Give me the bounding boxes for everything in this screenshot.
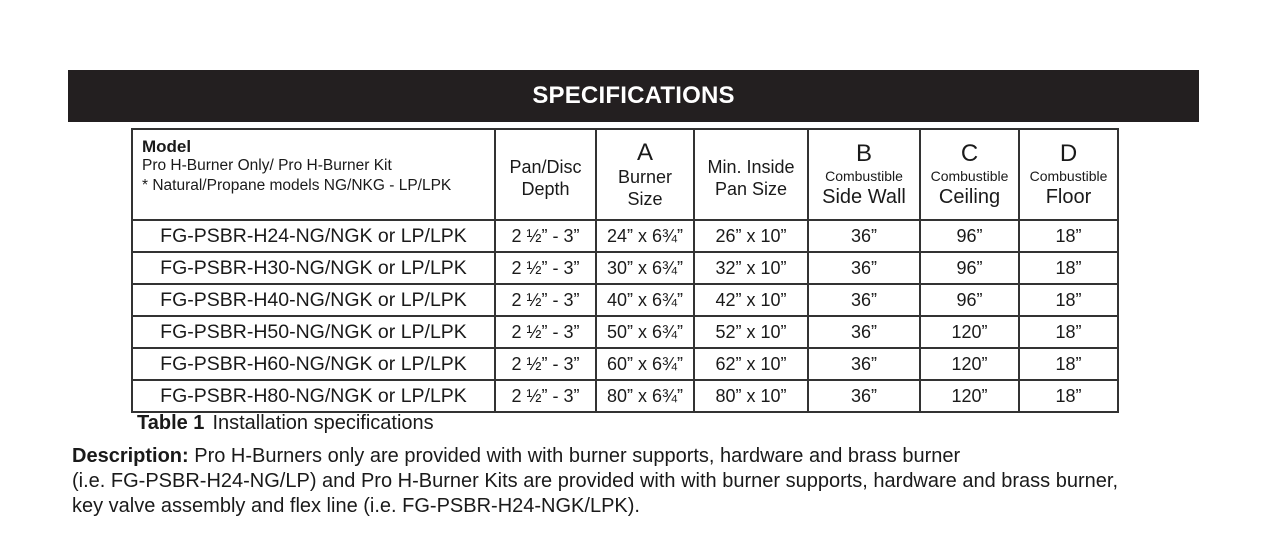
cell-ceiling: 120” xyxy=(920,380,1019,412)
cell-side-wall: 36” xyxy=(808,316,920,348)
cell-floor: 18” xyxy=(1019,316,1118,348)
description-line-1 xyxy=(72,444,1232,469)
cell-floor: 18” xyxy=(1019,348,1118,380)
table-caption xyxy=(137,412,434,435)
header-ceiling: C Combustible Ceiling xyxy=(920,129,1019,220)
cell-depth: 2 ½” - 3” xyxy=(495,252,596,284)
caption-text: Installation specifications xyxy=(212,412,434,434)
cell-model: FG-PSBR-H30-NG/NGK or LP/LPK xyxy=(132,252,495,284)
cell-pan-size: 62” x 10” xyxy=(694,348,808,380)
table-row xyxy=(132,316,1118,348)
cell-side-wall: 36” xyxy=(808,220,920,252)
cell-depth: 2 ½” - 3” xyxy=(495,220,596,252)
header-floor: D Combustible Floor xyxy=(1019,129,1118,220)
cell-burner-size: 30” x 6¾” xyxy=(596,252,694,284)
description-paragraph xyxy=(72,444,1232,519)
cell-model: FG-PSBR-H24-NG/NGK or LP/LPK xyxy=(132,220,495,252)
specifications-banner xyxy=(68,70,1199,122)
table-row xyxy=(132,252,1118,284)
cell-pan-size: 26” x 10” xyxy=(694,220,808,252)
cell-side-wall: 36” xyxy=(808,284,920,316)
cell-ceiling: 120” xyxy=(920,316,1019,348)
cell-ceiling: 120” xyxy=(920,348,1019,380)
cell-pan-size: 52” x 10” xyxy=(694,316,808,348)
cell-floor: 18” xyxy=(1019,380,1118,412)
cell-burner-size: 60” x 6¾” xyxy=(596,348,694,380)
cell-burner-size: 24” x 6¾” xyxy=(596,220,694,252)
specifications-table xyxy=(131,128,1119,413)
cell-side-wall: 36” xyxy=(808,380,920,412)
description-line-2: (i.e. FG-PSBR-H24-NG/LP) and Pro H-Burner Kits are provided with with burner supports, hardware and brass burner, xyxy=(72,470,1118,492)
cell-depth: 2 ½” - 3” xyxy=(495,316,596,348)
header-burner-size: A Burner Size xyxy=(596,129,694,220)
cell-model: FG-PSBR-H50-NG/NGK or LP/LPK xyxy=(132,316,495,348)
cell-floor: 18” xyxy=(1019,220,1118,252)
cell-ceiling: 96” xyxy=(920,284,1019,316)
caption-number: Table 1 xyxy=(137,412,205,434)
cell-burner-size: 40” x 6¾” xyxy=(596,284,694,316)
table-row xyxy=(132,284,1118,316)
header-model: Model Pro H-Burner Only/ Pro H-Burner Kit * Natural/Propane models NG/NKG - LP/LPK xyxy=(132,129,495,220)
header-side-wall: B Combustible Side Wall xyxy=(808,129,920,220)
description-line-3: key valve assembly and flex line (i.e. FG-PSBR-H24-NGK/LPK). xyxy=(72,495,640,517)
table-row xyxy=(132,220,1118,252)
cell-burner-size: 80” x 6¾” xyxy=(596,380,694,412)
table-header-row xyxy=(132,129,1118,220)
cell-ceiling: 96” xyxy=(920,252,1019,284)
cell-depth: 2 ½” - 3” xyxy=(495,284,596,316)
cell-side-wall: 36” xyxy=(808,252,920,284)
cell-model: FG-PSBR-H80-NG/NGK or LP/LPK xyxy=(132,380,495,412)
cell-floor: 18” xyxy=(1019,284,1118,316)
cell-ceiling: 96” xyxy=(920,220,1019,252)
header-pan-disc-depth: Pan/Disc Depth xyxy=(495,129,596,220)
cell-depth: 2 ½” - 3” xyxy=(495,380,596,412)
cell-depth: 2 ½” - 3” xyxy=(495,348,596,380)
cell-floor: 18” xyxy=(1019,252,1118,284)
description-text-1: Pro H-Burners only are provided with with burner supports, hardware and brass burner xyxy=(188,445,961,467)
cell-pan-size: 42” x 10” xyxy=(694,284,808,316)
banner-title: SPECIFICATIONS xyxy=(532,82,735,109)
cell-model: FG-PSBR-H60-NG/NGK or LP/LPK xyxy=(132,348,495,380)
table-row xyxy=(132,380,1118,412)
cell-pan-size: 80” x 10” xyxy=(694,380,808,412)
table-row xyxy=(132,348,1118,380)
cell-model: FG-PSBR-H40-NG/NGK or LP/LPK xyxy=(132,284,495,316)
header-min-inside-pan-size: Min. Inside Pan Size xyxy=(694,129,808,220)
description-label: Description: xyxy=(72,445,189,467)
cell-burner-size: 50” x 6¾” xyxy=(596,316,694,348)
cell-side-wall: 36” xyxy=(808,348,920,380)
cell-pan-size: 32” x 10” xyxy=(694,252,808,284)
